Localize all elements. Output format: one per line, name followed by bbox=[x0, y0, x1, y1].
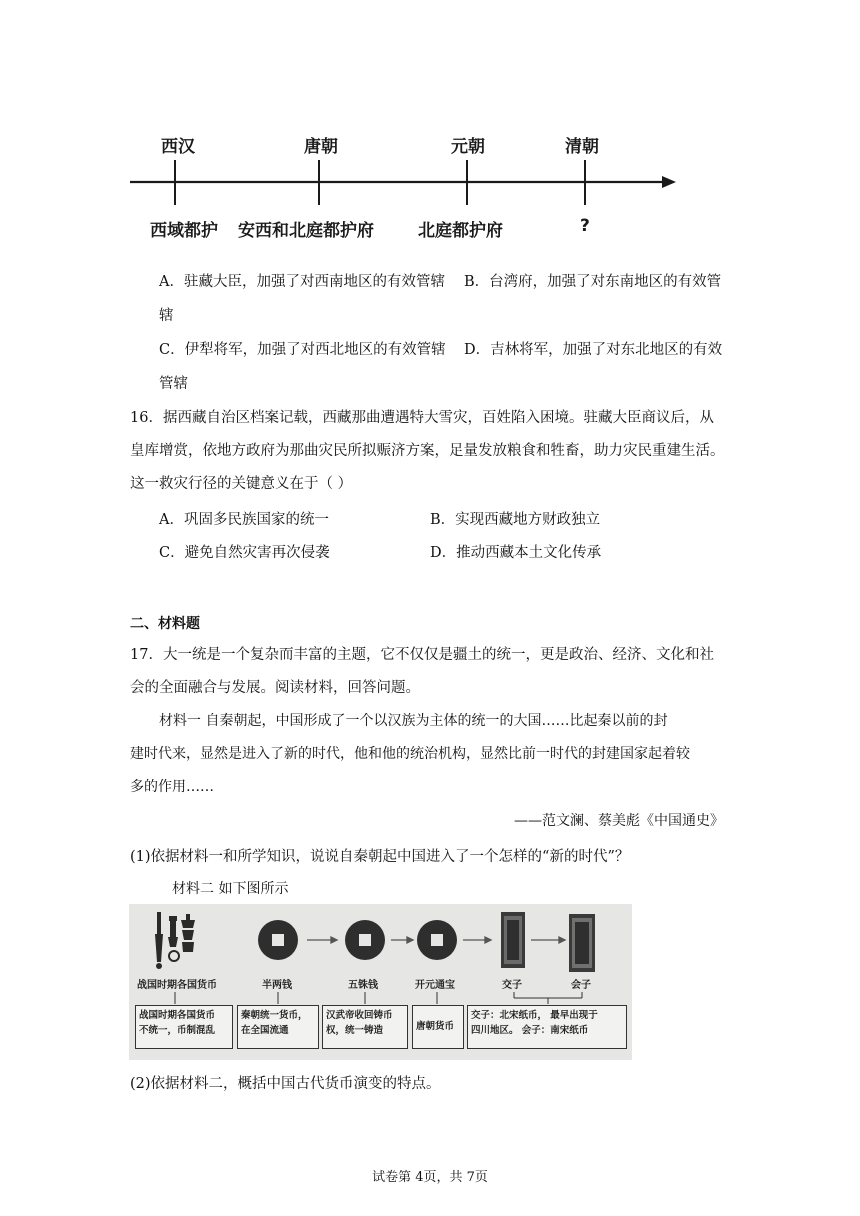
q15-option-c: C．伊犁将军，加强了对西北地区的有效管辖 bbox=[159, 342, 446, 358]
q15-option-d: D．吉林将军，加强了对东北地区的有效 bbox=[464, 342, 723, 358]
huizi-note-image bbox=[569, 914, 595, 972]
sub-question-1: (1)依据材料一和所学知识，说说自秦朝起中国进入了一个怎样的“新的时代”？ bbox=[130, 849, 630, 865]
q17-stem-line1: 17．大一统是一个复杂而丰富的主题，它不仅仅是疆土的统一，更是政治、经济、文化和社 bbox=[130, 647, 714, 663]
note-qin: 秦朝统一货币， 在全国流通 bbox=[237, 1005, 319, 1049]
caption-banliang: 半两钱 bbox=[262, 980, 292, 991]
q16-option-b: B．实现西藏地方财政独立 bbox=[430, 512, 601, 528]
timeline-dynasty-xihan: 西汉 bbox=[161, 137, 195, 157]
timeline-institution-2: 安西和北庭都护府 bbox=[238, 221, 374, 241]
q17-stem-line2: 会的全面融合与发展。阅读材料，回答问题。 bbox=[130, 680, 420, 696]
note-han: 汉武帝收回铸币 权，统一铸造 bbox=[322, 1005, 408, 1049]
warring-states-coins-image bbox=[155, 912, 195, 969]
q16-stem-line1: 16．据西藏自治区档案记载，西藏那曲遭遇特大雪灾，百姓陷入困境。驻藏大臣商议后，从 bbox=[130, 410, 714, 426]
material-one-source: ——范文澜、蔡美彪《中国通史》 bbox=[514, 813, 724, 829]
section-heading: 二、材料题 bbox=[130, 616, 200, 632]
q16-stem-line2: 皇库增赏，依地方政府为那曲灾民所拟赈济方案，足量发放粮食和牲畜，助力灾民重建生活。 bbox=[130, 443, 725, 459]
timeline-institution-3: 北庭都护府 bbox=[418, 221, 503, 241]
note-tang: 唐朝货币 bbox=[412, 1005, 464, 1049]
connector-lines bbox=[175, 992, 582, 1004]
sub-question-2: (2)依据材料二，概括中国古代货币演变的特点。 bbox=[130, 1076, 441, 1092]
material-one-line3: 多的作用…… bbox=[130, 779, 214, 795]
caption-huizi: 会子 bbox=[571, 980, 591, 991]
banliang-coin-image bbox=[258, 920, 298, 960]
q15-option-d-cont: 管辖 bbox=[159, 376, 188, 392]
timeline-dynasty-qing: 清朝 bbox=[565, 137, 599, 157]
timeline-dynasty-tang: 唐朝 bbox=[304, 137, 338, 157]
timeline-institution-4: ? bbox=[580, 216, 590, 236]
material-two-label: 材料二 如下图所示 bbox=[172, 881, 289, 897]
caption-kaiyuan: 开元通宝 bbox=[415, 980, 455, 991]
q15-option-b: B．台湾府，加强了对东南地区的有效管 bbox=[464, 274, 722, 290]
wuzhu-coin-image bbox=[345, 920, 385, 960]
currency-evolution-figure bbox=[129, 904, 632, 1060]
caption-wuzhu: 五铢钱 bbox=[348, 980, 378, 991]
caption-jiaozi: 交子 bbox=[502, 980, 522, 991]
timeline-institution-1: 西域都护 bbox=[150, 221, 218, 241]
jiaozi-note-image bbox=[501, 912, 525, 968]
q16-option-a: A．巩固多民族国家的统一 bbox=[159, 512, 329, 528]
note-song: 交子：北宋纸币， 最早出现于 四川地区。 会子：南宋纸币 bbox=[467, 1005, 627, 1049]
q16-option-d: D．推动西藏本土文化传承 bbox=[430, 545, 602, 561]
q16-option-c: C．避免自然灾害再次侵袭 bbox=[159, 545, 330, 561]
material-one-line2: 建时代来，显然是进入了新的时代，他和他的统治机构，显然比前一时代的封建国家起着较 bbox=[130, 746, 690, 762]
kaiyuan-coin-image bbox=[417, 920, 457, 960]
q15-option-b-cont: 辖 bbox=[159, 308, 174, 324]
caption-warring-states: 战国时期各国货币 bbox=[137, 980, 217, 991]
note-warring-states: 战国时期各国货币 不统一，币制混乱 bbox=[135, 1005, 233, 1049]
q15-option-a: A．驻藏大臣，加强了对西南地区的有效管辖 bbox=[159, 274, 445, 290]
page-footer: 试卷第 4页，共 7页 bbox=[372, 1170, 488, 1185]
q16-stem-line3: 这一救灾行径的关键意义在于（ ） bbox=[130, 476, 353, 492]
timeline-dynasty-yuan: 元朝 bbox=[451, 137, 485, 157]
material-one-line1: 材料一 自秦朝起，中国形成了一个以汉族为主体的统一的大国……比起秦以前的封 bbox=[159, 713, 668, 729]
